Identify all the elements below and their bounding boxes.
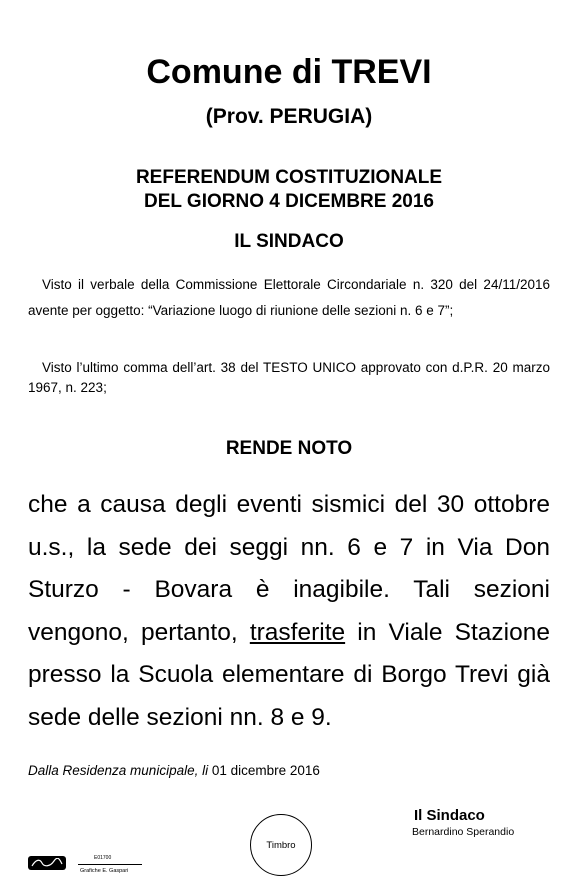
announcement-text-part2: in Viale Stazione presso la Scuola elementare di Borgo Trevi già sede delle sezioni nn. 8 e 9.: [28, 618, 550, 731]
mayor-heading: IL SINDACO: [234, 231, 344, 252]
announcement-underlined-word: trasferite: [249, 618, 346, 646]
printer-logo: [28, 856, 66, 870]
printer-code: E01700: [94, 855, 112, 861]
province-subtitle: (Prov. PERUGIA): [205, 105, 373, 128]
dateline: [28, 762, 320, 780]
printer-logo-mark: [30, 858, 64, 868]
announcement-text: [28, 484, 550, 739]
printer-name: Grafiche E. Gaspari: [80, 868, 129, 874]
stamp-label: Timbro: [266, 839, 296, 851]
dateline-place: Dalla Residenza municipale, li: [28, 763, 209, 778]
preamble-paragraph-2: Visto l’ultimo comma dell’art. 38 del TESTO UNICO approvato con d.P.R. 20 marzo 1967, n. 223;: [28, 360, 550, 395]
printer-divider: [78, 864, 142, 865]
stamp-placeholder: [250, 814, 312, 876]
dateline-date: 01 dicembre 2016: [208, 763, 320, 778]
signature-name: Bernardino Sperandio: [412, 826, 515, 838]
referendum-title-line2: DEL GIORNO 4 DICEMBRE 2016: [143, 191, 434, 212]
preamble-paragraph-1: Visto il verbale della Commissione Elettorale Circondariale n. 320 del 24/11/2016 avente per oggetto: “Variazione luogo di riunione delle sezioni n. 6 e 7”;: [28, 277, 550, 318]
announcement-text-part1: che a causa degli eventi sismici del 30 ottobre u.s., la sede dei seggi nn. 6 e 7 in Via Don Sturzo - Bovara è inagibile. Tali sezioni vengono, pertanto,: [28, 491, 550, 646]
signature-title: Il Sindaco: [414, 807, 485, 824]
announcement-heading: RENDE NOTO: [225, 438, 353, 459]
referendum-title-line1: REFERENDUM COSTITUZIONALE: [135, 167, 443, 188]
page-title: Comune di TREVI: [146, 53, 432, 91]
